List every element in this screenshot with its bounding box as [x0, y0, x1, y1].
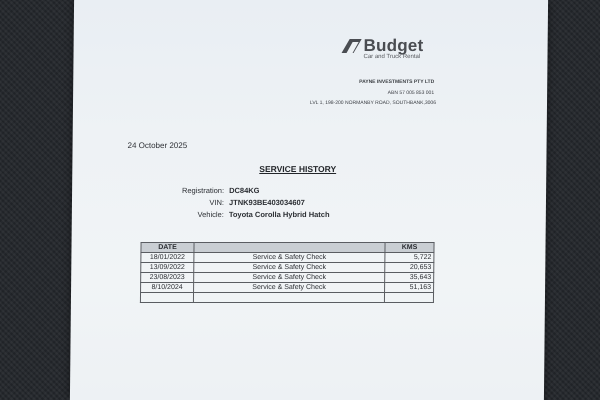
row-date: 13/09/2022 [141, 263, 194, 273]
service-history-table [140, 242, 435, 303]
row-kms [384, 293, 433, 303]
header-kms: KMS [385, 243, 434, 253]
row-description: Service & Safety Check [194, 253, 385, 263]
table-row [141, 263, 434, 273]
table-row [141, 253, 434, 263]
row-date [140, 293, 193, 303]
row-kms: 35,643 [385, 273, 434, 283]
document-title: SERVICE HISTORY [259, 164, 337, 174]
company-address: LVL 1, 198-200 NORMANBY ROAD, SOUTHBANK,3006 [309, 100, 437, 106]
row-kms: 20,653 [385, 263, 434, 273]
brand-tagline: Car and Truck Rental [363, 54, 421, 60]
service-history-document [70, 0, 548, 400]
company-name: PAYNE INVESTMENTS PTY LTD [359, 79, 435, 85]
vehicle-value: Toyota Corolla Hybrid Hatch [228, 210, 330, 219]
row-kms: 51,163 [385, 283, 434, 293]
row-date: 8/10/2024 [141, 283, 194, 293]
row-description: Service & Safety Check [194, 283, 385, 293]
row-date: 23/08/2023 [141, 273, 194, 283]
header-date: DATE [141, 243, 194, 253]
budget-logo-icon [342, 39, 362, 53]
row-date: 18/01/2022 [141, 253, 194, 263]
table-header-row [141, 243, 434, 253]
registration-value: DC84KG [229, 186, 260, 195]
company-abn: ABN 57 005 853 001 [387, 90, 435, 96]
row-kms: 5,722 [385, 253, 434, 263]
row-description: Service & Safety Check [194, 263, 385, 273]
row-description [193, 293, 384, 303]
detail-row-vin [142, 197, 330, 209]
table-row-empty [140, 293, 433, 303]
table-row [141, 273, 434, 283]
row-description: Service & Safety Check [194, 273, 385, 283]
budget-logo [342, 36, 424, 56]
vehicle-details [142, 185, 330, 221]
vin-value: JTNK93BE403034607 [228, 198, 305, 207]
detail-row-registration [142, 185, 330, 197]
table-row [141, 283, 434, 293]
letter-date: 24 October 2025 [127, 141, 188, 150]
vin-label: VIN: [209, 198, 225, 207]
vehicle-label: Vehicle: [197, 210, 224, 219]
registration-label: Registration: [181, 186, 225, 195]
header-description [194, 243, 385, 253]
brand-name: Budget [363, 36, 424, 55]
detail-row-vehicle [142, 209, 330, 221]
